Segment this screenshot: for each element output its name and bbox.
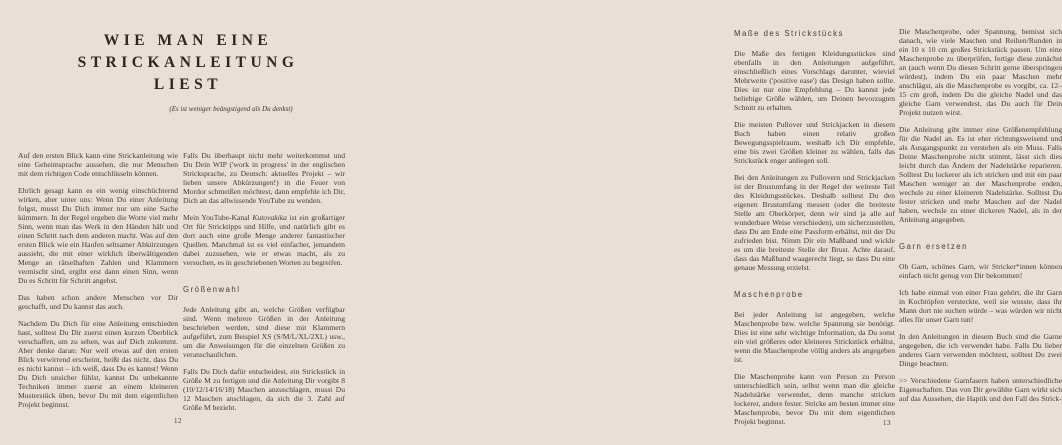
section-heading-groessenwahl: Größenwahl [183, 285, 241, 294]
paragraph: Die meisten Pullover und Strickjacken in diesem Buch haben einen relativ großen Bewegungsspielraum, weshalb ich Dir empfehle, eine bis zwei Größen kleiner zu wählen, falls das Strickstück enger anliegen soll. [734, 120, 895, 165]
paragraph-text: Mein YouTube-Kanal [183, 213, 253, 222]
paragraph: Falls Du Dich dafür entscheidest, ein Strickstück in Größe M zu fertigen und die Anleitung Dir vorgibt 8 (10/12/14/16/18) Maschen anzuschlagen, musst Du 12 Maschen anschlagen, da sich die 3. Zahl auf Größe M bezieht. [183, 367, 345, 412]
left-page [0, 0, 360, 445]
paragraph [183, 213, 345, 267]
paragraph: Die Maße des fertigen Kleidungsstückes sind ebenfalls in den Anleitungen aufgeführt, einschließlich eines Vorschlags darunter, wieviel Mehrweite ('positive ease') das Design haben sollte. Dies ist nur eine Empfehlung – Du kannst jede beliebige Größe wählen, um Deinen bevorzugten Schnitt zu erhalten. [734, 49, 895, 112]
chapter-title-line-1: WIE MAN EINE [103, 32, 273, 49]
chapter-title-line-2: STRICKANLEITUNG [77, 54, 299, 71]
section-heading-masse-des-strickstuecks: Maße des Strickstücks [734, 29, 844, 38]
chapter-title [28, 30, 348, 96]
left-page-column-2 [183, 151, 345, 420]
chapter-subtitle: (Es ist weniger beängstigend als Du denkst) [169, 105, 293, 113]
paragraph: Die Anleitung gibt immer eine Größenempfehlung für die Nadel an. Es ist eher richtungsweisend und als Ausgangspunkt zu verstehen als ein Muss. Falls Deine Maschenprobe nicht stimmt, lässt sich dies leicht durch das Ändern der Nadelstärke reparieren. Solltest Du lockerer als ich stricken und mit ein paar Maschen weniger an der Maschenprobe enden, wechsle zu einer kleineren Nadelstärke. Solltest Du fester stricken und mehr Maschen auf der Nadel haben, wechsle zu einer dickeren Nadel, als in der Anleitung angegeben. [899, 125, 1062, 224]
page-number-right: 13 [883, 419, 891, 427]
paragraph-text: ist ein großartiger Ort für Stricktipps und Hilfe, und natürlich gibt es dort auch eine große Menge anderer fantastischer Quellen. Manchmal ist es viel einfacher, jemandem dabei zuzusehen, wie er etwas macht, als zu versuchen, es in geschriebenen Worten zu begreifen. [183, 213, 345, 267]
page-number-left: 12 [174, 417, 182, 425]
paragraph: >> Verschiedene Garnfasern haben unterschiedliche Eigenschaften. Das von Dir gewählte Garn wirkt sich auf das Aussehen, die Haptik und den Fall des Strick- [899, 376, 1062, 403]
paragraph: Auf den ersten Blick kann eine Strickanleitung wie eine Geheimsprache aussehen, die nur Menschen mit dem richtigen Code entschlüsseln können. [18, 151, 178, 178]
right-page-column-1 [734, 27, 895, 434]
paragraph: Oh Garn, schönes Garn, wir Stricker*innen können einfach nicht genug von Dir bekommen! [899, 262, 1062, 280]
right-page [360, 0, 1062, 445]
paragraph: Die Maschenprobe, oder Spannung, bemisst sich danach, wie viele Maschen und Reihen/Runden in ein 10 x 10 cm großes Strickstück passen. Um eine Maschenprobe zu überprüfen, fertige diese zunächst an (auch wenn Du diesen Schritt gerne überspringen würdest), indem Du ein paar Maschen mehr anschlägst, als die Maschenprobe es vorgibt, ca. 12–15 cm groß, indem Du die gleiche Nadel und das gleiche Garn verwendest, das Du auch für Dein Projekt nutzen wirst. [899, 27, 1062, 117]
paragraph: Das haben schon andere Menschen vor Dir geschafft, und Du kannst das auch. [18, 293, 178, 311]
left-page-column-1 [18, 151, 178, 417]
youtube-channel-name: Kutovakika [252, 213, 287, 222]
paragraph: In den Anleitungen in diesem Buch sind die Garne angegeben, die ich verwendet habe. Falls Du lieber anderes Garn verwenden möchtest, solltest Du zwei Dinge beachten: [899, 332, 1062, 368]
paragraph: Falls Du überhaupt nicht mehr weiterkommst und Du Dein WIP ('work in progress' in der englischen Stricksprache, zu Deutsch: aktuelles Projekt – wir lieben unsere Abkürzungen!) in die Feuer von Mordor schmeißen möchtest, dann empfehle ich Dir, Dich an das allwissende YouTube zu wenden. [183, 151, 345, 205]
paragraph: Bei den Anleitungen zu Pullovern und Strickjacken ist der Brustumfang in der Regel der weiteste Teil des Kleidungsstückes. Deshalb solltest Du den eigenen Brustumfang messen (oder die breiteste Stelle am Oberkörper, denn wir sind ja alle auf wunderbare Weise verschieden), um sicherzustellen, dass Du am Ende eine Passform erhältst, mit der Du zufrieden bist. Nimm Dir ein Maßband und wickle es um die breiteste Stelle der Brust. Achte darauf, dass das Maßband waagerecht liegt, so dass Du eine genaue Messung erzielst. [734, 173, 895, 272]
chapter-title-line-3: LIEST [153, 76, 223, 93]
right-page-column-2 [899, 27, 1062, 411]
paragraph: Bei jeder Anleitung ist angegeben, welche Maschenprobe bzw. welche Spannung sie benötigt. Dies ist eine sehr wichtige Information, da Du sonst ein viel größeres oder kleineres Strickstück erhältst, wenn die Maschenprobe völlig anders als angegeben ist. [734, 310, 895, 364]
paragraph: Nachdem Du Dich für eine Anleitung entschieden hast, solltest Du Dir zuerst einen kurzen Überblick verschaffen, um zu sehen, was auf Dich zukommt. Aber denke daran: Nur weil etwas auf den ersten Blick verwirrend erscheint, heißt das nicht, dass Du es nicht kannst – ich weiß, dass Du es kannst! Wenn Du Dich unsicher fühlst, kannst Du unbekannte Techniken immer zuerst an einem kleineren Musterstück üben, bevor Du mit dem eigentlichen Projekt beginnst. [18, 319, 178, 409]
section-heading-garn-ersetzen: Garn ersetzen [899, 242, 968, 251]
section-heading-maschenprobe: Maschenprobe [734, 290, 804, 299]
paragraph: Die Maschenprobe kann von Person zu Person unterschiedlich sein, selbst wenn man die gleiche Nadelstärke verwendet, denn manche stricken lockerer, andere fester. Stricke am besten immer eine Maschenprobe, bevor Du mit dem eigentlichen Projekt beginnst. [734, 372, 895, 426]
paragraph: Ich habe einmal von einer Frau gehört, die ihr Garn in Kochtöpfen versteckte, weil sie wusste, dass ihr Mann dort nie suchen würde – was würden wir nicht alles für unser Garn tun! [899, 288, 1062, 324]
paragraph: Ehrlich gesagt kann es ein wenig einschüchternd wirken, aber unter uns: Wenn Du einer Anleitung folgst, musst Du Dich immer nur um eine Sache kümmern. In der Regel ergeben die Worte viel mehr Sinn, wenn man das Werk in den Händen hält und einen Schritt nach dem anderen macht. Was auf den ersten Blick wie ein Haufen seltsamer Abkürzungen aussieht, die mit einer wirklich überwältigenden Menge an rätselhaften Zahlen und Klammern vermischt sind, ergibt erst dann einen Sinn, wenn Du es Schritt für Schritt angehst. [18, 186, 178, 285]
paragraph: Jede Anleitung gibt an, welche Größen verfügbar sind. Wenn mehrere Größen in der Anleitung beschrieben werden, sind diese mit Klammern aufgeführt, zum Beispiel XS (S/M/L/XL/2XL) usw., um die Anweisungen für die einzelnen Größen zu veranschaulichen. [183, 305, 345, 359]
